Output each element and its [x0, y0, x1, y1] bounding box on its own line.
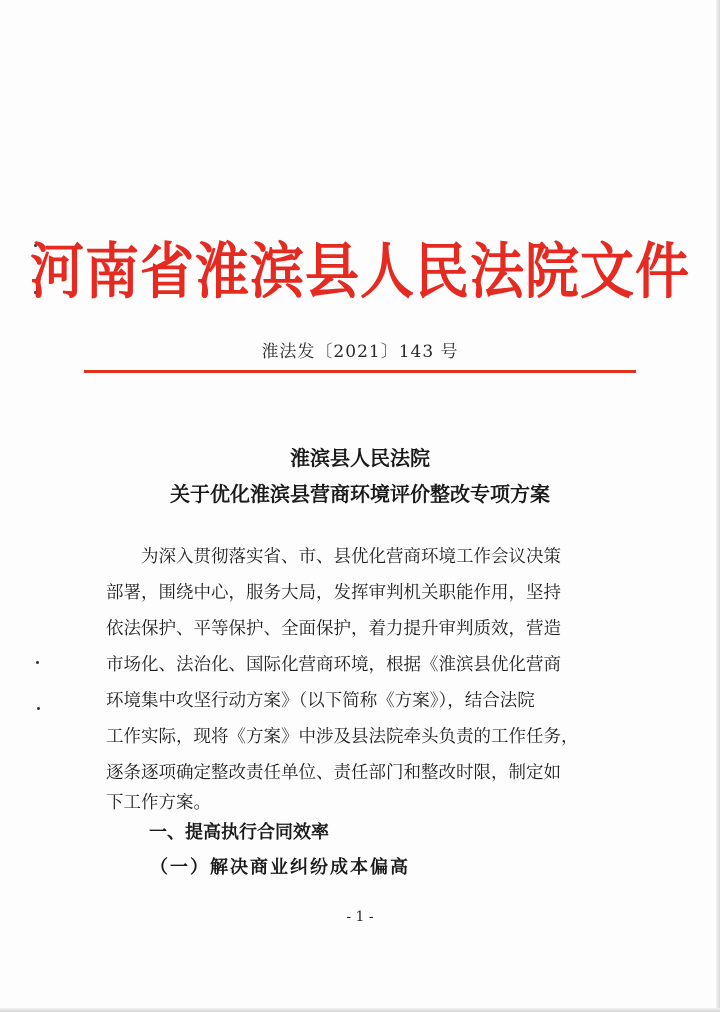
- scan-speck: [36, 661, 39, 664]
- page-number: - 1 -: [346, 909, 374, 925]
- body-paragraph-line: 工作实际，现将《方案》中涉及县法院牵头负责的工作任务，: [106, 727, 579, 747]
- body-paragraph-line: 下工作方案。: [106, 793, 211, 813]
- body-paragraph-line: 部署，围绕中心，服务大局，发挥审判机关职能作用，坚持: [106, 583, 561, 603]
- body-paragraph-line: 为深入贯彻落实省、市、县优化营商环境工作会议决策: [106, 547, 561, 567]
- body-paragraph-line: 市场化、法治化、国际化营商环境，根据《淮滨县优化营商: [106, 655, 561, 675]
- document-header-title: 河南省淮滨县人民法院文件: [30, 234, 690, 307]
- scan-edge-shadow: [716, 0, 720, 1012]
- scan-edge-shadow: [0, 1008, 720, 1012]
- body-paragraph-line: 环境集中攻坚行动方案》（以下简称《方案》），结合法院: [106, 691, 535, 711]
- red-divider-rule: [84, 370, 636, 373]
- body-paragraph-line: 逐条逐项确定整改责任单位、责任部门和整改时限，制定如: [106, 763, 561, 783]
- scan-speck: [37, 707, 40, 710]
- document-number: 淮法发〔2021〕143 号: [261, 342, 459, 362]
- document-title-issuer: 淮滨县人民法院: [290, 446, 430, 470]
- section-heading-level1: 一、提高执行合同效率: [149, 822, 329, 843]
- section-heading-level2: （一）解决商业纠纷成本偏高: [150, 857, 410, 878]
- document-title-subject: 关于优化淮滨县营商环境评价整改专项方案: [170, 482, 550, 506]
- body-paragraph-line: 依法保护、平等保护、全面保护，着力提升审判质效，营造: [106, 619, 561, 639]
